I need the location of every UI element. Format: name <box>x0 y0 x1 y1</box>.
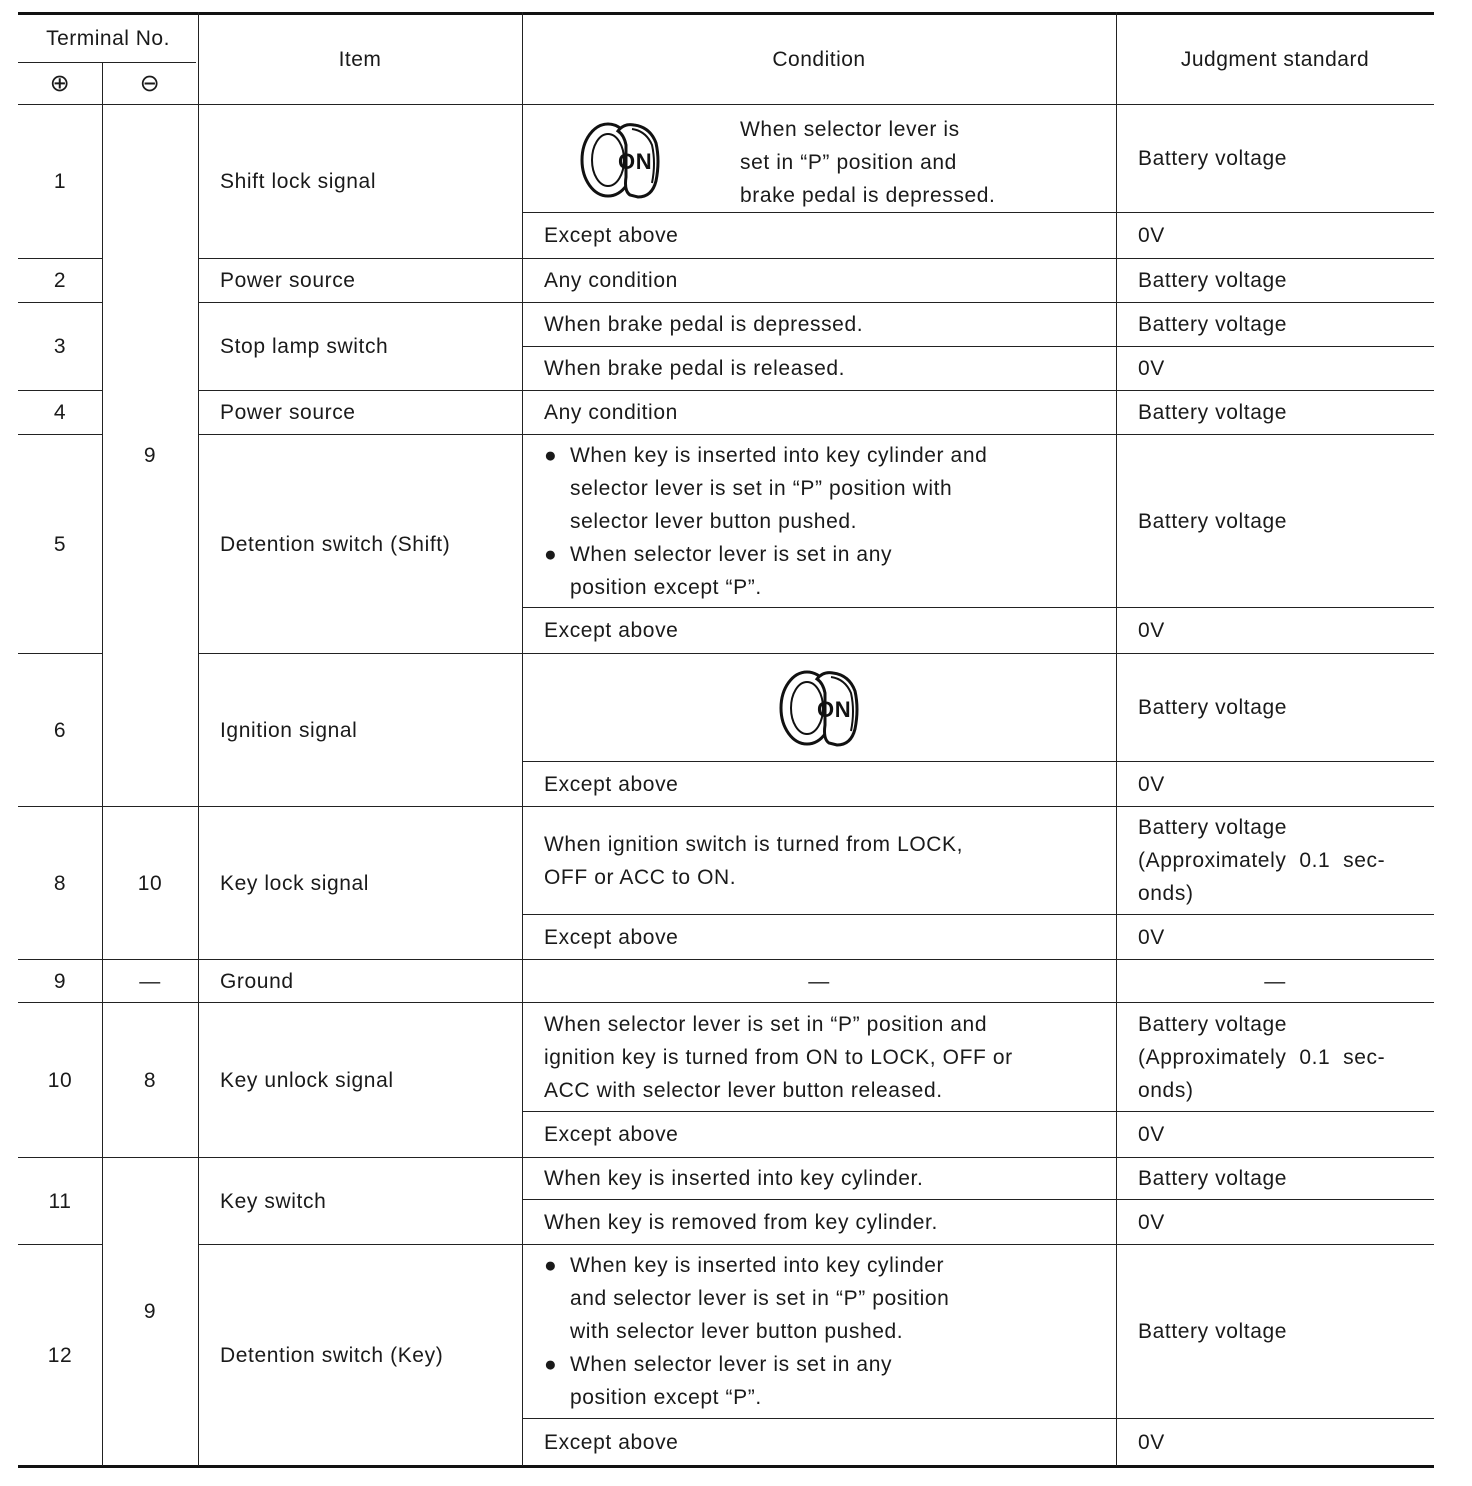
terminal-plus-10: 10 <box>47 1068 73 1092</box>
condition-line: OFF or ACC to ON. <box>544 865 737 889</box>
condition-brake-depressed: When brake pedal is depressed. <box>544 313 864 336</box>
condition-detention-key <box>522 1245 1116 1418</box>
header-minus-terminal: ⊖ <box>139 70 161 97</box>
judgment-value: Battery voltage <box>1138 147 1288 170</box>
bullet-icon: ● <box>544 1254 558 1277</box>
condition-except-above: Except above <box>544 1430 679 1454</box>
header-condition: Condition <box>772 47 866 71</box>
item-key-lock-signal: Key lock signal <box>220 871 370 895</box>
terminal-plus-9: 9 <box>53 969 67 993</box>
item-ground: Ground <box>220 969 294 993</box>
condition-line: ignition key is turned from ON to LOCK, OFF or <box>544 1045 1013 1069</box>
item-power-source: Power source <box>220 269 356 292</box>
terminal-plus-12: 12 <box>47 1343 73 1367</box>
condition-line: When selector lever is set in any <box>570 1353 893 1376</box>
judgment-value: Battery voltage <box>1138 313 1288 336</box>
judgment-value: 0V <box>1138 357 1165 380</box>
header-judgment-standard: Judgment standard <box>1180 47 1370 71</box>
condition-line: brake pedal is depressed. <box>740 184 996 207</box>
condition-none: — <box>808 969 830 993</box>
terminal-minus-9-group: 9 <box>143 444 157 467</box>
judgment-line: (Approximately 0.1 sec- <box>1138 849 1386 872</box>
judgment-value: Battery voltage <box>1138 1320 1288 1343</box>
header-item: Item <box>338 47 382 71</box>
judgment-value: Battery voltage <box>1138 269 1288 292</box>
terminal-plus-2: 2 <box>53 269 67 292</box>
judgment-key-unlock <box>1116 1003 1434 1111</box>
bullet-icon: ● <box>544 443 558 467</box>
judgment-none: — <box>1264 969 1286 993</box>
item-ignition-signal: Ignition signal <box>220 718 358 742</box>
item-power-source: Power source <box>220 401 356 424</box>
judgment-value: Battery voltage <box>1138 1167 1288 1190</box>
item-detention-switch-shift: Detention switch (Shift) <box>220 532 451 556</box>
condition-line: When selector lever is set in “P” position and <box>544 1012 988 1036</box>
terminal-plus-4: 4 <box>53 401 67 424</box>
judgment-line: Battery voltage <box>1138 816 1288 839</box>
condition-except-above: Except above <box>544 224 679 247</box>
judgment-key-lock <box>1116 807 1434 914</box>
item-shift-lock-signal: Shift lock signal <box>220 170 377 193</box>
judgment-line: onds) <box>1138 882 1194 905</box>
condition-shift-lock-on <box>522 105 1116 212</box>
condition-line: and selector lever is set in “P” position <box>570 1287 950 1310</box>
judgment-value: 0V <box>1138 925 1165 949</box>
judgment-value: 0V <box>1138 1430 1165 1454</box>
condition-key-unlock <box>522 1003 1116 1111</box>
condition-ignition-on <box>522 654 1116 761</box>
condition-detention-shift <box>522 435 1116 607</box>
condition-line: with selector lever button pushed. <box>570 1320 904 1343</box>
header-plus-terminal: ⊕ <box>49 70 71 97</box>
judgment-value: Battery voltage <box>1138 696 1288 719</box>
terminal-plus-8: 8 <box>53 871 67 895</box>
condition-line: set in “P” position and <box>740 151 957 174</box>
condition-line: ACC with selector lever button released. <box>544 1078 943 1102</box>
condition-any: Any condition <box>544 401 678 424</box>
condition-except-above: Except above <box>544 619 679 642</box>
terminal-plus-5: 5 <box>53 532 67 556</box>
terminal-minus-9-group: 9 <box>143 1300 157 1323</box>
svg-text:ON: ON <box>618 149 653 174</box>
condition-except-above: Except above <box>544 1123 679 1146</box>
condition-line: selector lever is set in “P” position with <box>570 476 953 500</box>
terminal-plus-1: 1 <box>53 170 67 193</box>
item-key-unlock-signal: Key unlock signal <box>220 1068 394 1092</box>
judgment-value: 0V <box>1138 619 1165 642</box>
svg-text:ON: ON <box>817 696 852 722</box>
header-terminal-no: Terminal No. <box>46 26 170 50</box>
judgment-value: 0V <box>1138 224 1165 247</box>
judgment-value: Battery voltage <box>1138 509 1288 533</box>
condition-key-lock <box>522 807 1116 914</box>
terminal-minus-10: 10 <box>137 871 163 895</box>
terminal-plus-3: 3 <box>53 335 67 358</box>
condition-line: When key is inserted into key cylinder <box>570 1254 945 1277</box>
judgment-value: 0V <box>1138 1123 1165 1146</box>
bullet-icon: ● <box>544 1353 558 1376</box>
table-bottom-rule <box>18 1465 1434 1468</box>
condition-line: When selector lever is set in any <box>570 542 893 566</box>
bullet-icon: ● <box>544 542 558 566</box>
item-detention-switch-key: Detention switch (Key) <box>220 1343 444 1367</box>
condition-line: position except “P”. <box>570 1386 762 1409</box>
judgment-value: 0V <box>1138 1210 1165 1234</box>
condition-except-above: Except above <box>544 925 679 949</box>
condition-line: selector lever button pushed. <box>570 509 858 533</box>
terminal-minus-none: — <box>139 969 161 993</box>
condition-line: When key is inserted into key cylinder and <box>570 443 988 467</box>
condition-key-removed: When key is removed from key cylinder. <box>544 1210 938 1234</box>
judgment-line: (Approximately 0.1 sec- <box>1138 1045 1386 1069</box>
condition-line: position except “P”. <box>570 575 762 599</box>
condition-line: When selector lever is <box>740 118 960 141</box>
condition-any: Any condition <box>544 269 678 292</box>
terminal-plus-6: 6 <box>53 718 67 742</box>
item-stop-lamp-switch: Stop lamp switch <box>220 335 389 358</box>
condition-key-inserted: When key is inserted into key cylinder. <box>544 1167 924 1190</box>
condition-line: When ignition switch is turned from LOCK, <box>544 832 964 856</box>
condition-brake-released: When brake pedal is released. <box>544 357 846 380</box>
item-key-switch: Key switch <box>220 1189 327 1213</box>
judgment-value: 0V <box>1138 772 1165 796</box>
judgment-value: Battery voltage <box>1138 401 1288 424</box>
terminal-plus-11: 11 <box>48 1189 72 1213</box>
judgment-line: onds) <box>1138 1078 1194 1102</box>
condition-except-above: Except above <box>544 772 679 796</box>
ignition-key-on-icon <box>771 665 867 751</box>
ignition-key-on-icon <box>572 117 668 203</box>
judgment-line: Battery voltage <box>1138 1012 1288 1036</box>
terminal-minus-8: 8 <box>143 1068 157 1092</box>
